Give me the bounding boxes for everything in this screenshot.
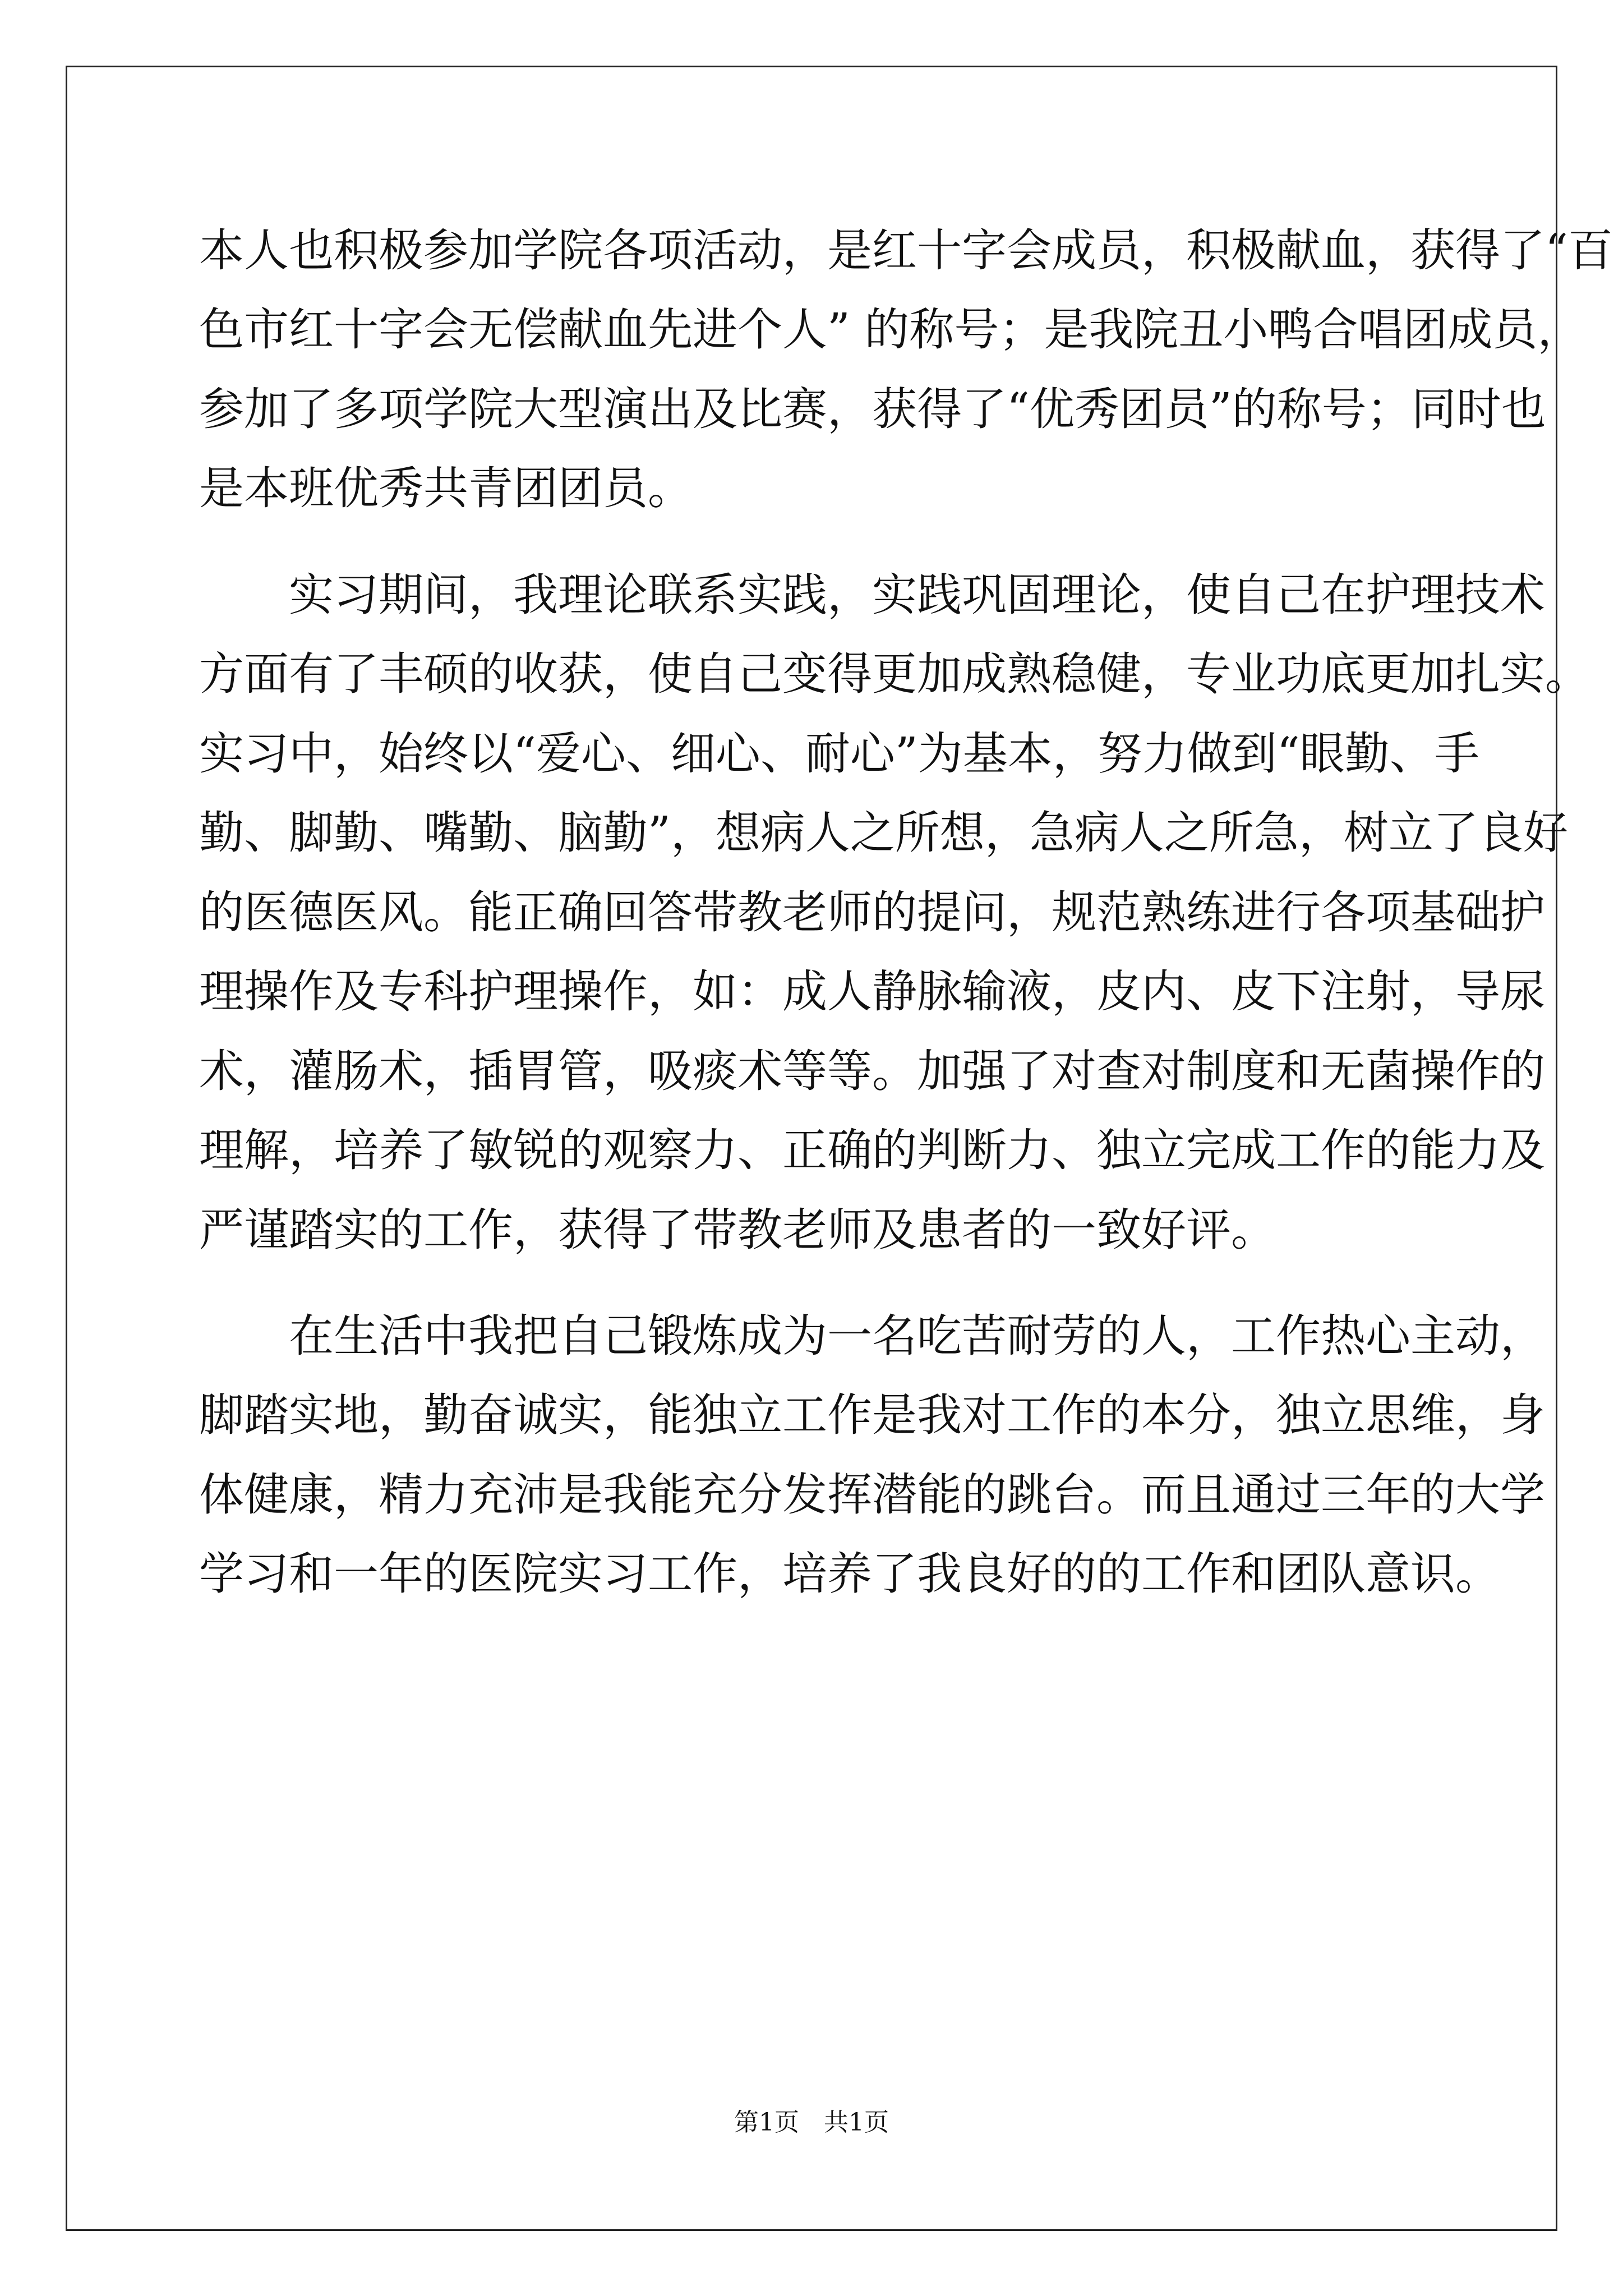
text-line: 理解，培养了敏锐的观察力、正确的判断力、独立完成工作的能力及 (199, 1124, 1545, 1176)
text-line: 的医德医风。能正确回答带教老师的提问，规范熟练进行各项基础护 (199, 886, 1545, 938)
text-line: 参加了多项学院大型演出及比赛，获得了“优秀团员”的称号；同时也 (199, 383, 1546, 435)
text-line: 学习和一年的医院实习工作，培养了我良好的的工作和团队意识。 (199, 1548, 1500, 1600)
text-line: 在生活中我把自己锻炼成为一名吃苦耐劳的人，工作热心主动， (199, 1310, 1545, 1362)
text-line: 勤、脚勤、嘴勤、脑勤”，想病人之所想，急病人之所急，树立了良好 (199, 807, 1568, 859)
text-line: 实习期间，我理论联系实践，实践巩固理论，使自己在护理技术 (199, 569, 1545, 621)
text-line: 方面有了丰硕的收获，使自己变得更加成熟稳健，专业功底更加扎实。 (199, 648, 1590, 700)
text-line: 是本班优秀共青团团员。 (199, 462, 693, 514)
text-line: 本人也积极参加学院各项活动，是红十字会成员，积极献血，获得了“百 (199, 224, 1613, 277)
text-line: 理操作及专科护理操作，如：成人静脉输液，皮内、皮下注射，导尿 (199, 965, 1545, 1018)
text-line: 严谨踏实的工作，获得了带教老师及患者的一致好评。 (199, 1204, 1276, 1256)
text-line: 体健康，精力充沛是我能充分发挥潜能的跳台。而且通过三年的大学 (199, 1469, 1545, 1521)
text-line: 术，灌肠术，插胃管，吸痰术等等。加强了对查对制度和无菌操作的 (199, 1045, 1545, 1097)
text-line: 实习中，始终以“爱心、细心、耐心”为基本，努力做到“眼勤、手 (199, 728, 1479, 780)
text-line: 色市红十字会无偿献血先进个人” 的称号；是我院丑小鸭合唱团成员， (199, 303, 1583, 356)
page-number-footer: 第1页 共1页 (734, 2108, 889, 2137)
text-line: 脚踏实地，勤奋诚实，能独立工作是我对工作的本分，独立思维，身 (199, 1389, 1545, 1441)
